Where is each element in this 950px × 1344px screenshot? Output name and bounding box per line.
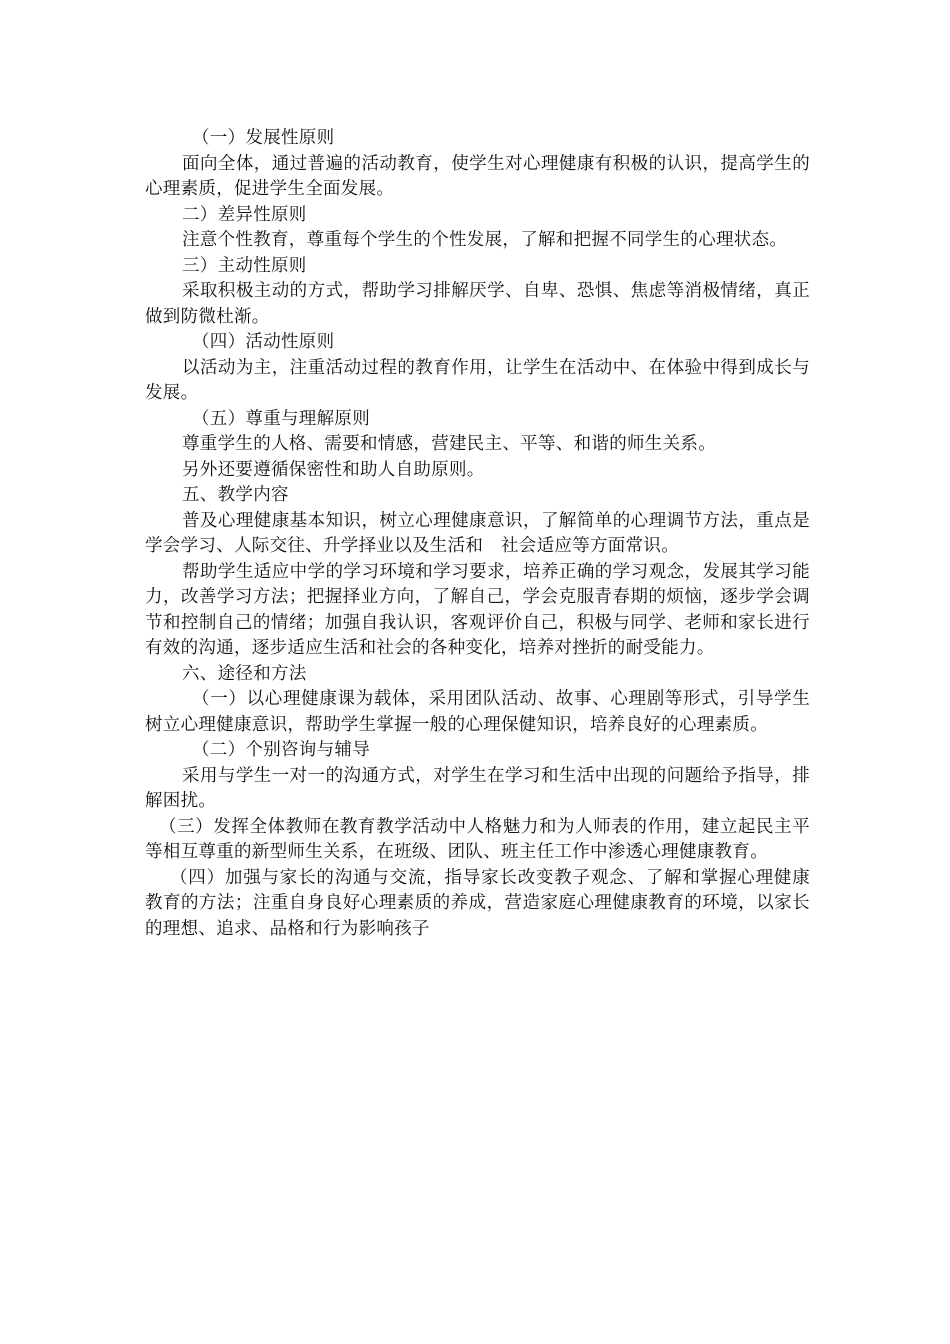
paragraph: 尊重学生的人格、需要和情感，营建民主、平等、和谐的师生关系。 [182,434,716,454]
paragraph: （四）加强与家长的沟通与交流，指导家长改变教子观念、了解和掌握心理健康教育的方法；注重自身良好心理素质的养成，营造家庭心理健康教育的环境，以家长的理想、追求、品格和行为影响孩子 [145,867,810,939]
paragraph: 以活动为主，注重活动过程的教育作用，让学生在活动中、在体验中得到成长与发展。 [145,357,810,403]
paragraph: 注意个性教育，尊重每个学生的个性发展，了解和把握不同学生的心理状态。 [182,230,788,250]
paragraph: 普及心理健康基本知识，树立心理健康意识，了解简单的心理调节方法，重点是学会学习、人际交往、升学择业以及生活和 社会适应等方面常识。 [145,510,810,556]
paragraph: 采用与学生一对一的沟通方式，对学生在学习和生活中出现的问题给予指导，排解困扰。 [145,765,810,811]
paragraph: 采取积极主动的方式，帮助学习排解厌学、自卑、恐惧、焦虑等消极情绪，真正做到防微杜渐。 [145,281,810,327]
paragraph: 面向全体，通过普遍的活动教育，使学生对心理健康有积极的认识，提高学生的心理素质，促进学生全面发展。 [145,153,810,199]
document-body [145,126,810,942]
section-heading-teaching-content: 五、教学内容 [182,485,289,505]
paragraph: 另外还要遵循保密性和助人自助原则。 [182,459,485,480]
subheading-respect-principle: （五）尊重与理解原则 [192,408,370,429]
section-heading-approaches-methods: 六、途径和方法 [182,663,307,684]
subheading-initiative-principle: 三）主动性原则 [182,255,307,276]
subheading-developmental-principle: （一）发展性原则 [192,128,335,148]
subheading-individual-counseling: （二）个别咨询与辅导 [192,740,370,760]
paragraph: 帮助学生适应中学的学习环境和学习要求，培养正确的学习观念，发展其学习能力，改善学习方法；把握择业方向，了解自己，学会克服青春期的烦恼，逐步学会调节和控制自己的情绪；加强自我认识，客观评价自己，积极与同学、老师和家长进行有效的沟通，逐步适应生活和社会的各种变化，培养对挫折的耐受能力。 [145,561,810,658]
paragraph: （一）以心理健康课为载体，采用团队活动、故事、心理剧等形式，引导学生树立心理健康意识，帮助学生掌握一般的心理保健知识，培养良好的心理素质。 [145,689,810,735]
subheading-activity-principle: （四）活动性原则 [192,332,335,352]
paragraph: （三）发挥全体教师在教育教学活动中人格魅力和为人师表的作用，建立起民主平等相互尊重的新型师生关系，在班级、团队、班主任工作中渗透心理健康教育。 [145,816,810,862]
subheading-difference-principle: 二）差异性原则 [182,204,307,225]
